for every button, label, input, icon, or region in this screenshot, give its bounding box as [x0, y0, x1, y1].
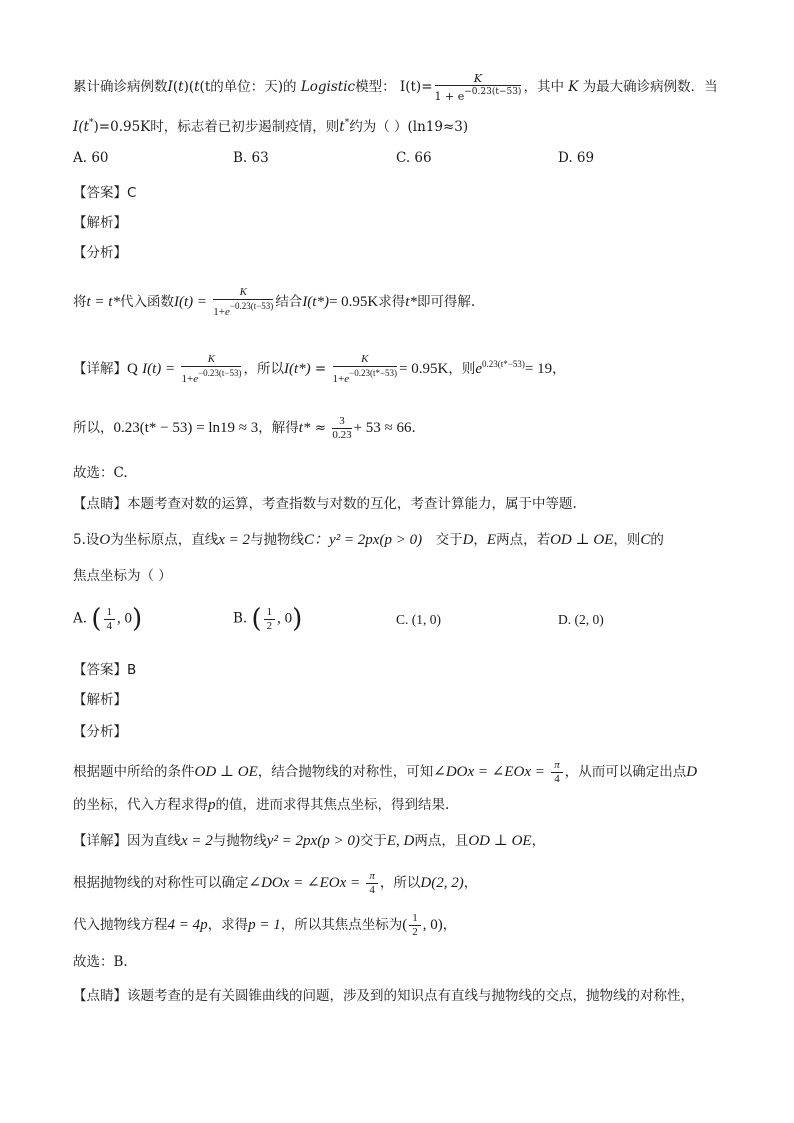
math-It-inline: I	[167, 79, 173, 95]
q5-analysis-label: 【解析】	[73, 692, 127, 708]
text: (t的单位：天)的	[199, 79, 297, 95]
q4-fenxi-line: 将t = t*代入函数I(t) = $\frac{K}{1+e^{-0.23(t-53)}}$ 结合I(t*)= 0.95K求得t*即可得解.	[73, 286, 476, 318]
q5-fenxi-line2: 的坐标，代入方程求得p的值，进而求得其焦点坐标，得到结果.	[73, 797, 450, 813]
text: 为最大确诊病例数．当	[582, 79, 718, 95]
q5-detail-line1: 【详解】因为直线x = 2与抛物线y² = 2px(p > 0)交于E, D两点，且OD ⊥ OE，	[73, 833, 546, 849]
q5-option-c[interactable]: C. (1, 0)	[396, 612, 441, 627]
q4-option-b[interactable]: B. 63	[233, 150, 269, 166]
q4-so-line: 所以，0.23(t* − 53) = ln19 ≈ 3，解得t* ≈ $\frac{3}{0.23}$ + 53 ≈ 66.	[73, 415, 416, 441]
model-fraction: $\frac{K}{1 + e^{-0.23(t-53)}}$	[434, 72, 522, 103]
q4-comment: 【点睛】本题考查对数的运算，考查指数与对数的互化，考查计算能力，属于中等题.	[73, 496, 577, 512]
detail-fraction-1: $\frac{K}{1+e^{-0.23(t-53)}}$	[181, 353, 242, 385]
q5-option-d[interactable]: D. (2, 0)	[558, 612, 604, 627]
model-lhs: I(t)=	[399, 79, 433, 95]
q4-stem-line2: I(t*)=0.95K时，标志着已初步遏制疫情，则t*约为（ ）(ln19≈3)	[73, 118, 469, 135]
q5-option-b[interactable]: B. ( $\frac{1}{2}$ , 0)	[233, 604, 303, 634]
q5-choose: 故选：B.	[73, 954, 128, 970]
q5-comment: 【点睛】该题考查的是有关圆锥曲线的问题，涉及到的知识点有直线与抛物线的交点，抛物线的对称性，	[73, 988, 694, 1004]
q5-fenxi-label: 【分析】	[73, 724, 127, 740]
q5-option-a[interactable]: A. ( $\frac{1}{4}$ , 0)	[73, 604, 143, 634]
q4-option-c[interactable]: C. 66	[396, 150, 432, 166]
q5-detail-line2: 根据抛物线的对称性可以确定∠DOx = ∠EOx = $\frac{\pi}{4}$ ，所以D(2, 2)，	[73, 870, 478, 896]
detail-fraction-2: $\frac{K}{1+e^{-0.23(t*-53)}}$	[332, 353, 398, 385]
cond-lhs: I(t	[73, 119, 90, 135]
q4-stem-line1: 累计确诊病例数I(t)(t(t的单位：天)的 Logistic模型： I(t)= $\frac{K}{1 + e^{-0.23(t-53)}}$ ，其中 K 为最大确诊病例数．当	[73, 72, 718, 103]
q4-detail-line: 【详解】Q I(t) = $\frac{K}{1+e^{-0.23(t-53)}}$ ，所以I(t*) = $\frac{K}{1+e^{-0.23(t*-53)}}$ = 0.95K，则$e^{0.23(t*-53)}= 19$，	[73, 353, 566, 385]
q4-choose: 故选：C.	[73, 465, 128, 481]
q5-stem-line2: 焦点坐标为（ ）	[73, 568, 172, 584]
so-fraction: $\frac{3}{0.23}$	[332, 415, 352, 441]
text: 模型：	[355, 79, 396, 95]
q5-stem-line1: 5.设O为坐标原点，直线x = 2与抛物线C：y² = 2px(p > 0) 交于D，E两点，若OD ⊥ OE，则C的	[73, 532, 664, 548]
logistic-word: Logistic	[300, 79, 356, 95]
text: 约为（ ）(ln19≈3)	[349, 119, 469, 135]
q4-answer: 【答案】C	[73, 185, 137, 201]
text: 累计确诊病例数	[73, 79, 168, 95]
q5-answer: 【答案】B	[73, 662, 137, 678]
q4-analysis-label: 【解析】	[73, 215, 127, 231]
cond-rhs: )=0.95K	[93, 119, 151, 135]
q4-fenxi-label: 【分析】	[73, 245, 127, 261]
q4-option-a[interactable]: A. 60	[73, 150, 109, 166]
fenxi-fraction: $\frac{K}{1+e^{-0.23(t-53)}}$	[213, 286, 274, 318]
q5-detail-line3: 代入抛物线方程4 = 4p，求得p = 1，所以其焦点坐标为( $\frac{1}{2}$ , 0)，	[73, 912, 457, 938]
text: ，其中	[523, 79, 564, 95]
q4-option-d[interactable]: D. 69	[558, 150, 595, 166]
var-K: K	[568, 79, 579, 95]
text: 时，标志着已初步遏制疫情，则	[150, 119, 340, 135]
q5-fenxi-line1: 根据题中所给的条件OD ⊥ OE，结合抛物线的对称性，可知∠DOx = ∠EOx = $\frac{\pi}{4}$ ，从而可以确定出点D	[73, 759, 698, 785]
